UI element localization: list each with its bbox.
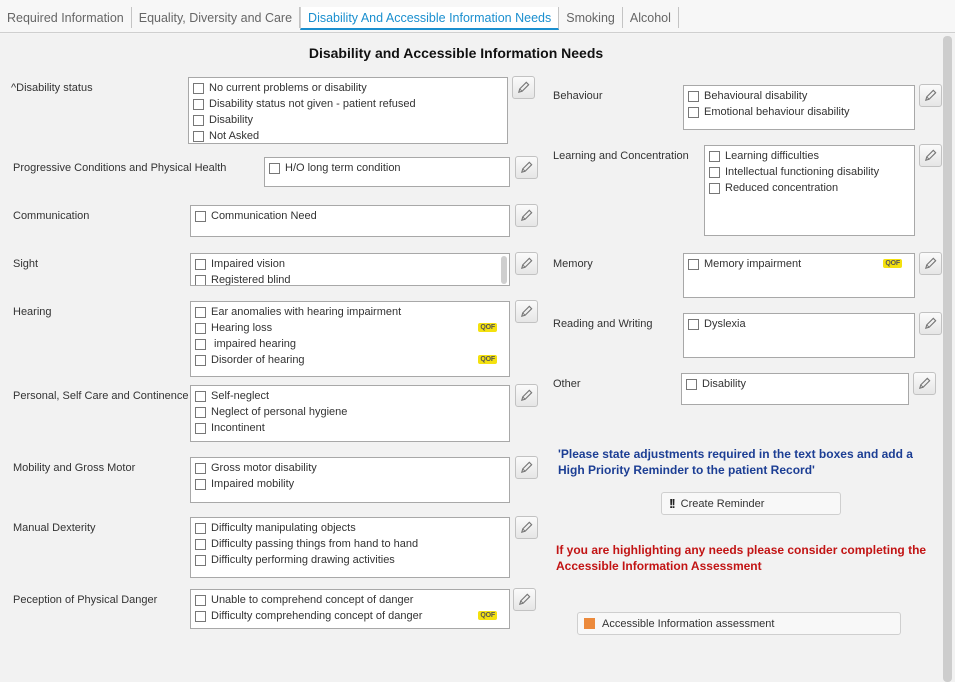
pencil-icon (519, 160, 534, 175)
checkbox[interactable] (686, 379, 697, 390)
checkbox[interactable] (195, 479, 206, 490)
option-dyslexia[interactable] (688, 316, 910, 332)
other-label: Other (553, 378, 581, 390)
pencil-icon (923, 256, 938, 271)
qof-badge: QOF (480, 356, 495, 363)
option-communication-need[interactable] (195, 208, 505, 224)
checkbox[interactable] (195, 307, 206, 318)
option-label: Behavioural disability (704, 90, 808, 102)
checkbox[interactable] (195, 391, 206, 402)
checkbox[interactable] (195, 323, 206, 334)
accessible-information-assessment-button[interactable] (577, 612, 901, 635)
option-no-current-problems[interactable] (193, 80, 503, 96)
learning-concentration-label: Learning and Concentration (553, 150, 689, 162)
exclamation-icon: !! (669, 496, 674, 511)
option-label: Registered blind (211, 274, 291, 286)
checkbox[interactable] (688, 91, 699, 102)
option-label: Disability (209, 114, 254, 126)
option-neglect-personal-hygiene[interactable] (195, 404, 505, 420)
option-learning-difficulties[interactable] (709, 148, 910, 164)
checkbox[interactable] (195, 259, 206, 270)
option-gross-motor-disability[interactable] (195, 460, 505, 476)
option-other-disability[interactable] (686, 376, 904, 392)
edit-reading-writing-button[interactable] (919, 312, 942, 335)
checkbox[interactable] (709, 167, 720, 178)
option-hearing-loss[interactable] (195, 320, 505, 336)
pencil-icon (517, 592, 532, 607)
option-impaired-mobility[interactable] (195, 476, 505, 492)
personal-care-label: Personal, Self Care and Continence (13, 390, 189, 402)
option-label: Disorder of hearing (211, 354, 305, 366)
sight-label: Sight (13, 258, 39, 270)
sight-box-scrollbar[interactable] (501, 256, 507, 284)
page-title: Disability and Accessible Information Needs (308, 45, 604, 61)
option-label: Disability status not given - patient refused (209, 98, 416, 110)
option-label: Impaired vision (211, 258, 285, 270)
option-not-asked[interactable] (193, 128, 503, 144)
checkbox[interactable] (195, 523, 206, 534)
option-label: Hearing loss (211, 322, 273, 334)
option-label: Intellectual functioning disability (725, 166, 880, 178)
manual-dexterity-box (190, 517, 510, 578)
other-box (681, 373, 909, 405)
pencil-icon (917, 376, 932, 391)
pencil-icon (519, 304, 534, 319)
option-unable-comprehend-danger[interactable] (195, 592, 505, 608)
checkbox[interactable] (688, 107, 699, 118)
option-label: Memory impairment (704, 258, 802, 270)
checkbox[interactable] (195, 339, 206, 350)
memory-label: Memory (553, 258, 593, 270)
behaviour-box (683, 85, 915, 130)
edit-manual-dexterity-button[interactable] (515, 516, 538, 539)
checkbox[interactable] (193, 115, 204, 126)
checkbox[interactable] (195, 595, 206, 606)
option-label: No current problems or disability (209, 82, 367, 94)
option-label: Dyslexia (704, 318, 746, 330)
hearing-box (190, 301, 510, 377)
option-label: impaired hearing (211, 338, 296, 350)
option-label: Neglect of personal hygiene (211, 406, 348, 418)
create-reminder-button[interactable] (661, 492, 841, 515)
option-ho-long-term-condition[interactable] (269, 160, 505, 176)
tab-bar (0, 0, 955, 33)
edit-hearing-button[interactable] (515, 300, 538, 323)
pencil-icon (923, 88, 938, 103)
option-difficulty-manipulating[interactable] (195, 520, 505, 536)
option-label: Difficulty manipulating objects (211, 522, 356, 534)
personal-care-box (190, 385, 510, 442)
option-label: Gross motor disability (211, 462, 317, 474)
tab-smoking[interactable]: Smoking (559, 7, 623, 28)
edit-memory-button[interactable] (919, 252, 942, 275)
option-label: Emotional behaviour disability (704, 106, 850, 118)
edit-learning-concentration-button[interactable] (919, 144, 942, 167)
disability-status-box (188, 77, 508, 144)
checkbox[interactable] (688, 259, 699, 270)
option-impaired-vision[interactable] (195, 256, 505, 272)
option-behavioural-disability[interactable] (688, 88, 910, 104)
option-label: Unable to comprehend concept of danger (211, 594, 414, 606)
option-impaired-hearing[interactable] (195, 336, 505, 352)
checkbox[interactable] (709, 183, 720, 194)
option-reduced-concentration[interactable] (709, 180, 910, 196)
pencil-icon (516, 80, 531, 95)
option-label: Difficulty comprehending concept of danger (211, 610, 423, 622)
qof-badge: QOF (885, 260, 900, 267)
tab-disability-accessible-info[interactable]: Disability And Accessible Information Needs (300, 7, 559, 30)
edit-behaviour-button[interactable] (919, 84, 942, 107)
checkbox[interactable] (195, 423, 206, 434)
option-label: Reduced concentration (725, 182, 839, 194)
edit-communication-button[interactable] (515, 204, 538, 227)
communication-label: Communication (13, 210, 90, 222)
pencil-icon (923, 148, 938, 163)
option-disorder-of-hearing[interactable] (195, 352, 505, 368)
mobility-box (190, 457, 510, 503)
pencil-icon (519, 208, 534, 223)
communication-box (190, 205, 510, 237)
memory-box (683, 253, 915, 298)
qof-badge: QOF (480, 612, 495, 619)
option-difficulty-comprehending-danger[interactable] (195, 608, 505, 624)
checkbox[interactable] (195, 611, 206, 622)
disability-status-label: ^Disability status (11, 82, 93, 94)
hearing-label: Hearing (13, 306, 52, 318)
option-label: Self-neglect (211, 390, 270, 402)
edit-disability-status-button[interactable] (512, 76, 535, 99)
progressive-conditions-label: Progressive Conditions and Physical Health (13, 162, 227, 174)
physical-danger-box (190, 589, 510, 629)
qof-badge: QOF (480, 324, 495, 331)
option-label: Impaired mobility (211, 478, 295, 490)
tab-required-information[interactable]: Required Information (0, 7, 132, 28)
orange-square-icon (584, 618, 595, 629)
checkbox[interactable] (195, 355, 206, 366)
option-label: Disability (702, 378, 747, 390)
option-label: Communication Need (211, 210, 317, 222)
checkbox[interactable] (688, 319, 699, 330)
option-intellectual-functioning[interactable] (709, 164, 910, 180)
option-registered-blind[interactable] (195, 272, 505, 286)
option-disability-status-not-given[interactable] (193, 96, 503, 112)
checkbox[interactable] (269, 163, 280, 174)
tab-equality-diversity-care[interactable]: Equality, Diversity and Care (132, 7, 300, 28)
checkbox[interactable] (195, 407, 206, 418)
reading-writing-label: Reading and Writing (553, 318, 653, 330)
pencil-icon (923, 316, 938, 331)
option-label: Ear anomalies with hearing impairment (211, 306, 402, 318)
option-disability[interactable] (193, 112, 503, 128)
edit-mobility-button[interactable] (515, 456, 538, 479)
adjustments-note: 'Please state adjustments required in the text boxes and add a High Priority Reminder to the patient Record' (558, 447, 913, 477)
option-incontinent[interactable] (195, 420, 505, 436)
checkbox[interactable] (195, 463, 206, 474)
option-label: H/O long term condition (285, 162, 401, 174)
edit-other-button[interactable] (913, 372, 936, 395)
pencil-icon (519, 520, 534, 535)
pencil-icon (519, 460, 534, 475)
create-reminder-label: Create Reminder (680, 497, 765, 510)
accessible-info-note: If you are highlighting any needs please consider completing the Accessible Information Assessment (556, 543, 927, 573)
manual-dexterity-label: Manual Dexterity (13, 522, 96, 534)
pencil-icon (519, 388, 534, 403)
learning-concentration-box (704, 145, 915, 236)
checkbox[interactable] (195, 275, 206, 286)
checkbox[interactable] (193, 99, 204, 110)
checkbox[interactable] (195, 211, 206, 222)
physical-danger-label: Peception of Physical Danger (13, 594, 158, 606)
edit-physical-danger-button[interactable] (513, 588, 536, 611)
option-emotional-behaviour-disability[interactable] (688, 104, 910, 120)
edit-personal-care-button[interactable] (515, 384, 538, 407)
edit-progressive-conditions-button[interactable] (515, 156, 538, 179)
checkbox[interactable] (195, 539, 206, 550)
progressive-conditions-box (264, 157, 510, 187)
option-label: Incontinent (211, 422, 265, 434)
pencil-icon (519, 256, 534, 271)
checkbox[interactable] (193, 131, 204, 142)
option-memory-impairment[interactable] (688, 256, 910, 272)
edit-sight-button[interactable] (515, 252, 538, 275)
checkbox[interactable] (195, 555, 206, 566)
option-difficulty-passing[interactable] (195, 536, 505, 552)
tab-alcohol[interactable]: Alcohol (623, 7, 679, 28)
page-scrollbar-thumb[interactable] (943, 36, 952, 682)
behaviour-label: Behaviour (553, 90, 603, 102)
option-label: Not Asked (209, 130, 260, 142)
option-self-neglect[interactable] (195, 388, 505, 404)
reading-writing-box (683, 313, 915, 358)
checkbox[interactable] (709, 151, 720, 162)
option-label: Difficulty performing drawing activities (211, 554, 395, 566)
option-label: Difficulty passing things from hand to hand (211, 538, 419, 550)
option-ear-anomalies[interactable] (195, 304, 505, 320)
page-scrollbar[interactable] (943, 36, 952, 682)
option-label: Learning difficulties (725, 150, 819, 162)
checkbox[interactable] (193, 83, 204, 94)
option-difficulty-drawing[interactable] (195, 552, 505, 568)
mobility-label: Mobility and Gross Motor (13, 462, 136, 474)
sight-box (190, 253, 510, 286)
accessible-assessment-label: Accessible Information assessment (602, 617, 775, 630)
